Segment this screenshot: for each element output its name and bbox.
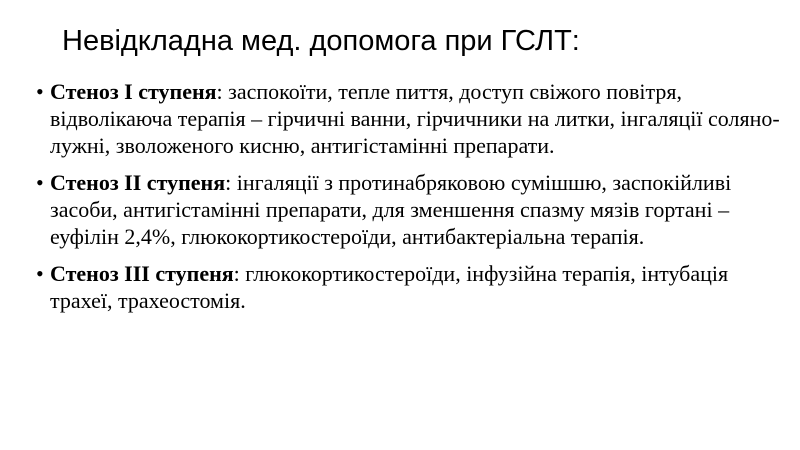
bullet-item-stenosis-1 (36, 78, 786, 159)
bullet-list (36, 78, 786, 324)
bullet-text: заспокоїти, тепле пиття, доступ свіжого повітря, відволікаюча терапія – гірчичні ванни, гірчичники на литки, інгаляції соляно-лужні, зволоженого кисню, антигістамінні препарати. (50, 79, 780, 158)
bullet-item-stenosis-3 (36, 260, 786, 314)
bullet-icon: • (36, 79, 44, 104)
bullet-separator: : (216, 79, 229, 104)
bullet-separator: : (233, 261, 246, 286)
bullet-term: Стеноз ІІ ступеня (50, 170, 226, 195)
bullet-text: глюкокортикостероїди, інфузійна терапія, інтубація трахеї, трахеостомія. (50, 261, 729, 313)
bullet-item-stenosis-2 (36, 169, 786, 250)
bullet-term: Стеноз ІІІ ступеня (50, 261, 234, 286)
bullet-icon: • (36, 261, 44, 286)
bullet-term: Стеноз І ступеня (50, 79, 217, 104)
bullet-text: інгаляції з протинабряковою сумішшю, заспокійливі засоби, антигістамінні препарати, для зменшення спазму мязів гортані – еуфілін 2,4%, глюкокортикостероїди, антибактеріальна терапія. (50, 170, 732, 249)
bullet-icon: • (36, 170, 44, 195)
slide-title: Невідкладна мед. допомога при ГСЛТ: (62, 25, 580, 57)
bullet-separator: : (225, 170, 237, 195)
